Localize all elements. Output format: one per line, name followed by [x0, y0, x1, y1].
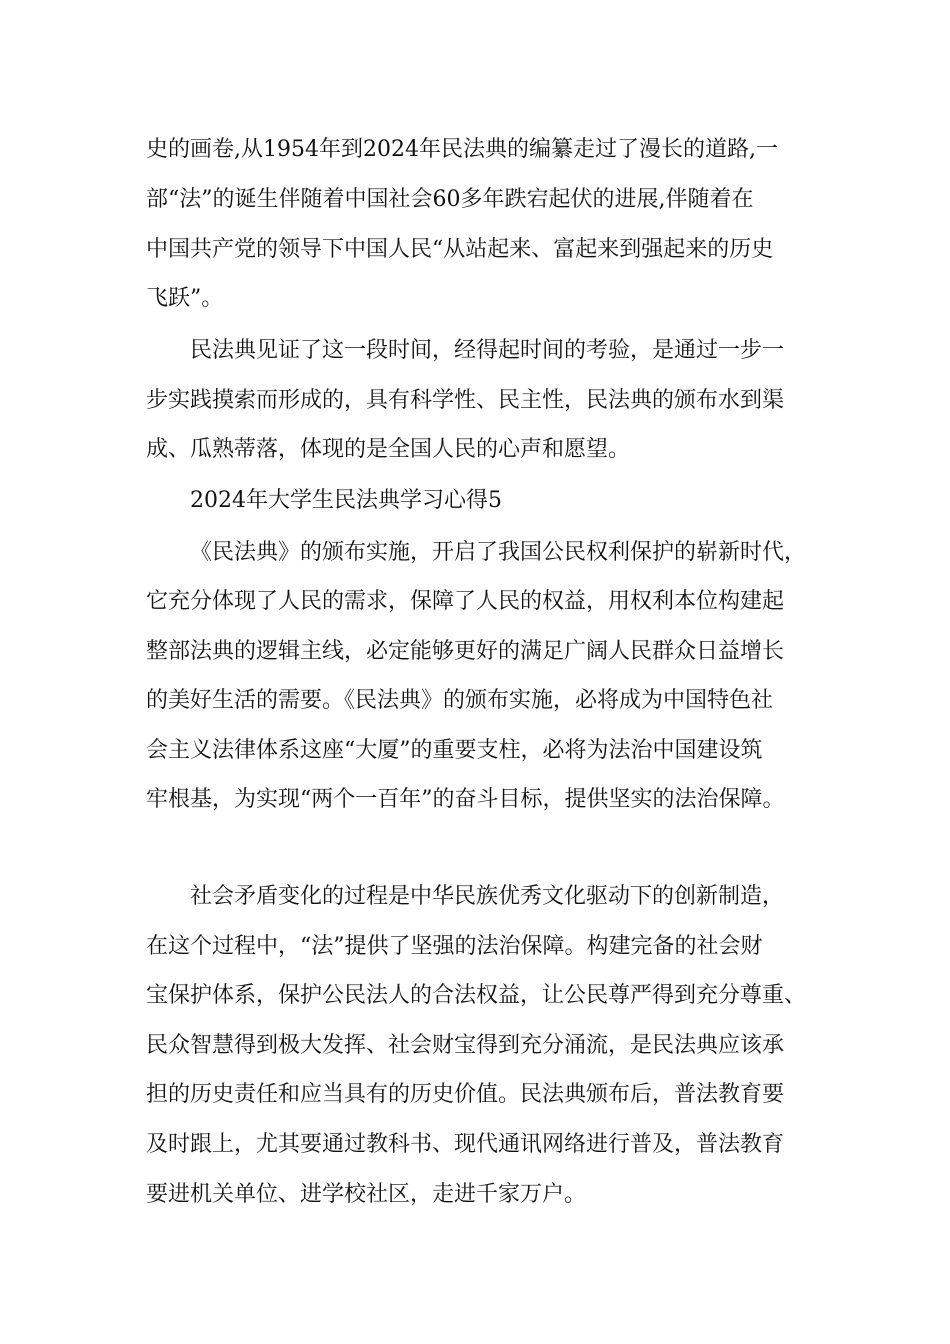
text-line: 在这个过程中，“法”提供了坚强的法治保障。构建完备的社会财 — [146, 934, 763, 959]
text-line: 部“法”的诞生伴随着中国社会60多年跌宕起伏的进展,伴随着在 — [146, 187, 754, 212]
text-line: 民法典见证了这一段时间，经得起时间的考验，是通过一步一 — [190, 338, 785, 363]
text-line: 宝保护体系，保护公民法人的合法权益，让公民尊严得到充分尊重、 — [146, 983, 807, 1008]
text-line: 社会矛盾变化的过程是中华民族优秀文化驱动下的创新制造， — [190, 884, 785, 909]
section-heading: 2024年大学生民法典学习心得5 — [190, 488, 502, 513]
text-line: 担的历史责任和应当具有的历史价值。民法典颁布后，普法教育要 — [146, 1082, 785, 1107]
text-line: 它充分体现了人民的需求，保障了人民的权益，用权利本位构建起 — [146, 589, 785, 614]
text-line: 的美好生活的需要。《民法典》的颁布实施，必将成为中国特色社 — [146, 688, 774, 713]
text-line: 《民法典》的颁布实施，开启了我国公民权利保护的崭新时代， — [190, 540, 807, 565]
text-line: 步实践摸索而形成的，具有科学性、民主性，民法典的颁布水到渠 — [146, 388, 785, 413]
text-line: 及时跟上，尤其要通过教科书、现代通讯网络进行普及，普法教育 — [146, 1132, 785, 1157]
text-line: 整部法典的逻辑主线，必定能够更好的满足广阔人民群众日益增长 — [146, 639, 785, 664]
text-line: 会主义法律体系这座“大厦”的重要支柱，必将为法治中国建设筑 — [146, 738, 763, 763]
text-line: 要进机关单位、进学校社区，走进千家万户。 — [146, 1182, 587, 1207]
text-line: 成、瓜熟蒂落，体现的是全国人民的心声和愿望。 — [146, 437, 631, 462]
text-line: 民众智慧得到极大发挥、社会财宝得到充分涌流，是民法典应该承 — [146, 1033, 785, 1058]
text-line: 牢根基，为实现“两个一百年”的奋斗目标，提供坚实的法治保障。 — [146, 787, 785, 812]
text-line: 史的画卷,从1954年到2024年民法典的编纂走过了漫长的道路,一 — [146, 137, 778, 162]
text-line: 中国共产党的领导下中国人民“从站起来、富起来到强起来的历史 — [146, 237, 774, 262]
text-line: 飞跃”。 — [146, 286, 224, 311]
